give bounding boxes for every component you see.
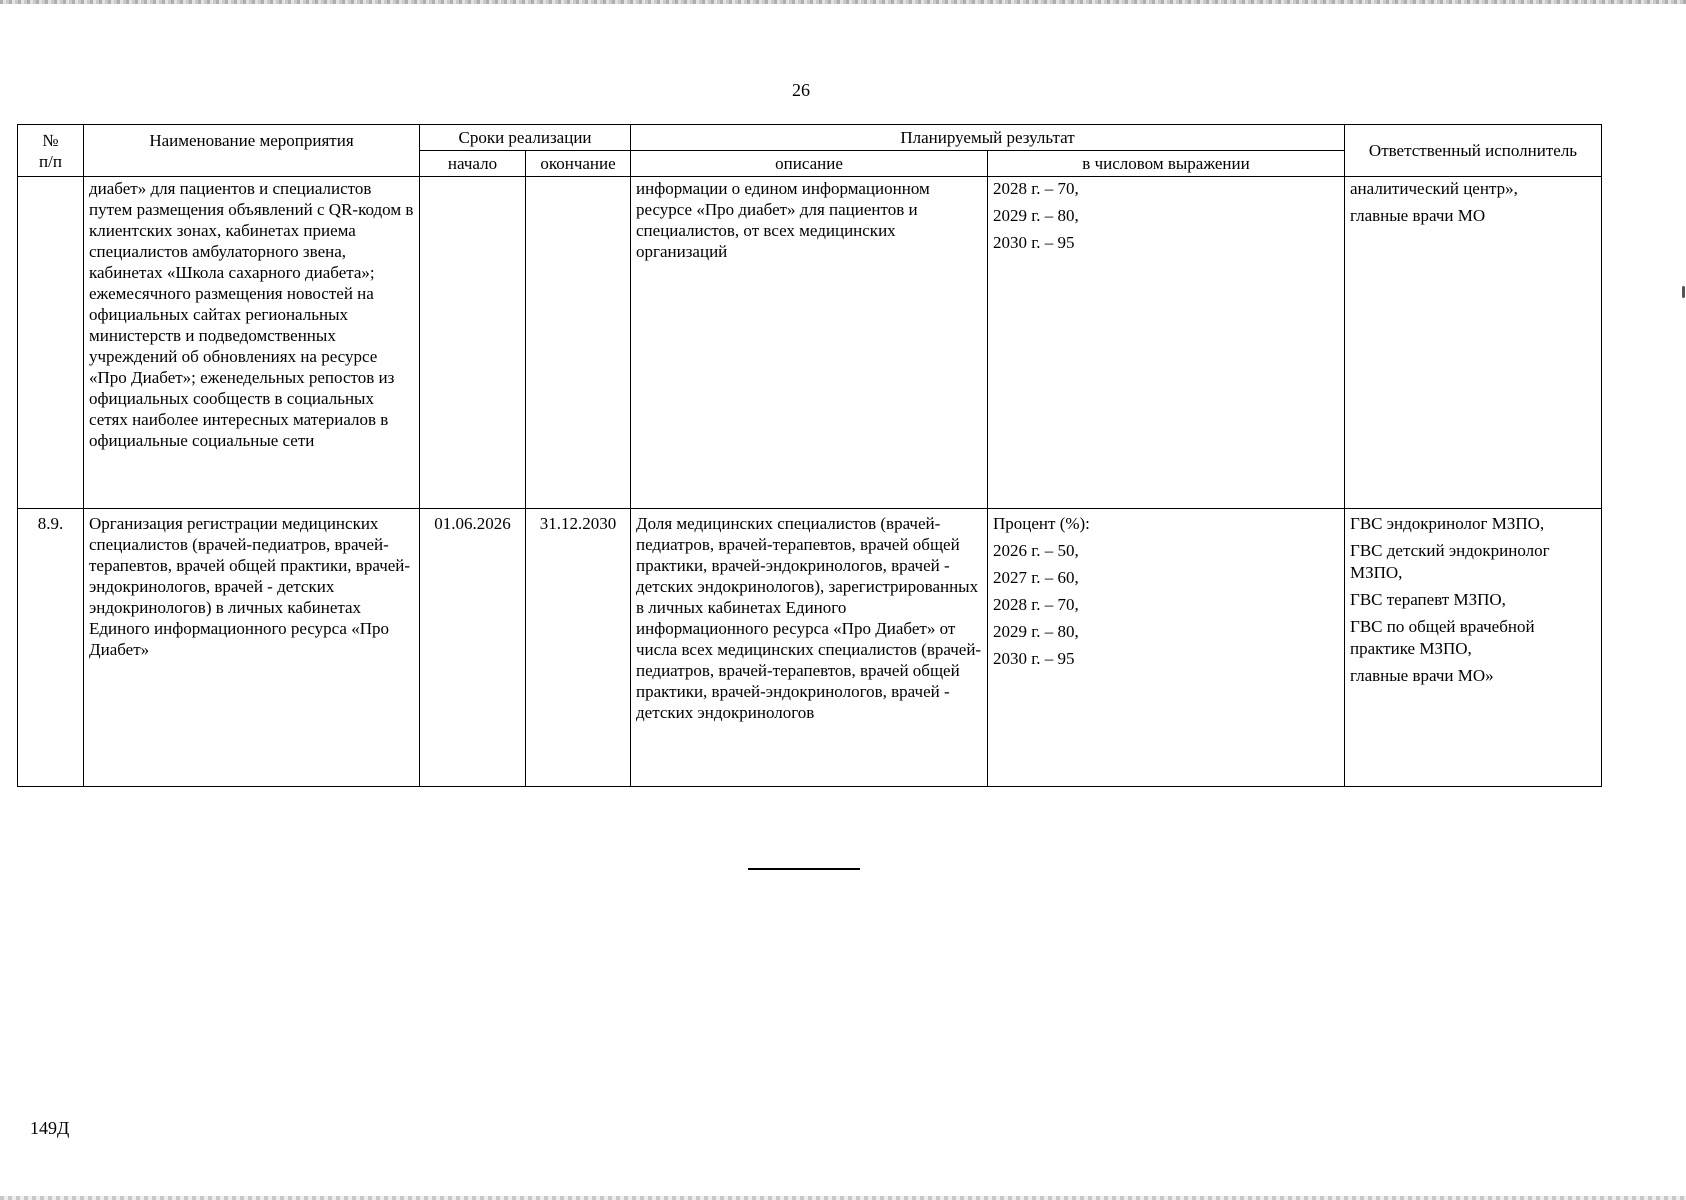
row-end xyxy=(526,177,631,509)
row-responsible xyxy=(1345,509,1602,787)
header-name: Наименование мероприятия xyxy=(84,125,420,177)
table-row xyxy=(18,177,1602,509)
header-responsible: Ответственный исполнитель xyxy=(1345,125,1602,177)
header-row-1 xyxy=(18,125,1602,151)
document-code: 149Д xyxy=(30,1118,70,1138)
end-of-section-rule xyxy=(748,868,860,870)
row-name: диабет» для пациентов и специалистов путем размещения объявлений с QR-кодом в клиентских зонах, кабинетах приема специалистов амбулаторного звена, кабинетах «Школа сахарного диабета»; ежемесячного размещения новостей на официальных сайтах региональных министерств и подведомственных учреждений об обновлениях на ресурсе «Про Диабет»; еженедельных репостов из официальных сообществ в социальных сетях наиболее интересных материалов в официальные социальные сети xyxy=(84,177,420,509)
row-numeric xyxy=(988,177,1345,509)
scan-edge-top xyxy=(0,0,1686,4)
row-responsible xyxy=(1345,177,1602,509)
header-terms: Сроки реализации xyxy=(420,125,631,151)
header-result: Планируемый результат xyxy=(631,125,1345,151)
numeric-line: 2029 г. – 80, xyxy=(993,622,1079,641)
header-start: начало xyxy=(420,151,526,177)
row-num: 8.9. xyxy=(18,509,84,787)
scan-speck xyxy=(1682,286,1685,298)
activities-table xyxy=(17,124,1602,787)
responsible-line: главные врачи МО» xyxy=(1350,666,1494,685)
responsible-line: главные врачи МО xyxy=(1350,206,1486,225)
header-num: № п/п xyxy=(18,125,84,177)
scan-edge-bottom xyxy=(0,1196,1686,1200)
row-start xyxy=(420,177,526,509)
numeric-line: 2027 г. – 60, xyxy=(993,568,1079,587)
row-description: Доля медицинских специалистов (врачей-педиатров, врачей-терапевтов, врачей общей практики, врачей-эндокринологов, врачей - детских эндокринологов), зарегистрированных в личных кабинетах Единого информационного ресурса «Про Диабет» от числа всех медицинских специалистов (врачей-педиатров, врачей-терапевтов, врачей общей практики, врачей-эндокринологов, врачей - детских эндокринологов xyxy=(631,509,988,787)
row-start: 01.06.2026 xyxy=(420,509,526,787)
row-numeric xyxy=(988,509,1345,787)
numeric-line: Процент (%): xyxy=(993,514,1090,533)
numeric-line: 2030 г. – 95 xyxy=(993,233,1075,252)
responsible-line: ГВС детский эндокринолог МЗПО, xyxy=(1350,541,1550,582)
numeric-line: 2029 г. – 80, xyxy=(993,206,1079,225)
responsible-line: ГВС по общей врачебной практике МЗПО, xyxy=(1350,617,1535,658)
responsible-line: ГВС терапевт МЗПО, xyxy=(1350,590,1506,609)
table-row xyxy=(18,509,1602,787)
responsible-line: аналитический центр», xyxy=(1350,179,1518,198)
row-num xyxy=(18,177,84,509)
page-number: 26 xyxy=(792,80,810,100)
numeric-line: 2026 г. – 50, xyxy=(993,541,1079,560)
numeric-line: 2028 г. – 70, xyxy=(993,595,1079,614)
header-end: окончание xyxy=(526,151,631,177)
numeric-line: 2030 г. – 95 xyxy=(993,649,1075,668)
responsible-line: ГВС эндокринолог МЗПО, xyxy=(1350,514,1545,533)
numeric-line: 2028 г. – 70, xyxy=(993,179,1079,198)
header-description: описание xyxy=(631,151,988,177)
row-end: 31.12.2030 xyxy=(526,509,631,787)
row-description: информации о едином информационном ресурсе «Про диабет» для пациентов и специалистов, от всех медицинских организаций xyxy=(631,177,988,509)
header-numeric: в числовом выражении xyxy=(988,151,1345,177)
row-name: Организация регистрации медицинских специалистов (врачей-педиатров, врачей-терапевтов, врачей общей практики, врачей-эндокринологов, врачей - детских эндокринологов) в личных кабинетах Единого информационного ресурса «Про Диабет» xyxy=(84,509,420,787)
